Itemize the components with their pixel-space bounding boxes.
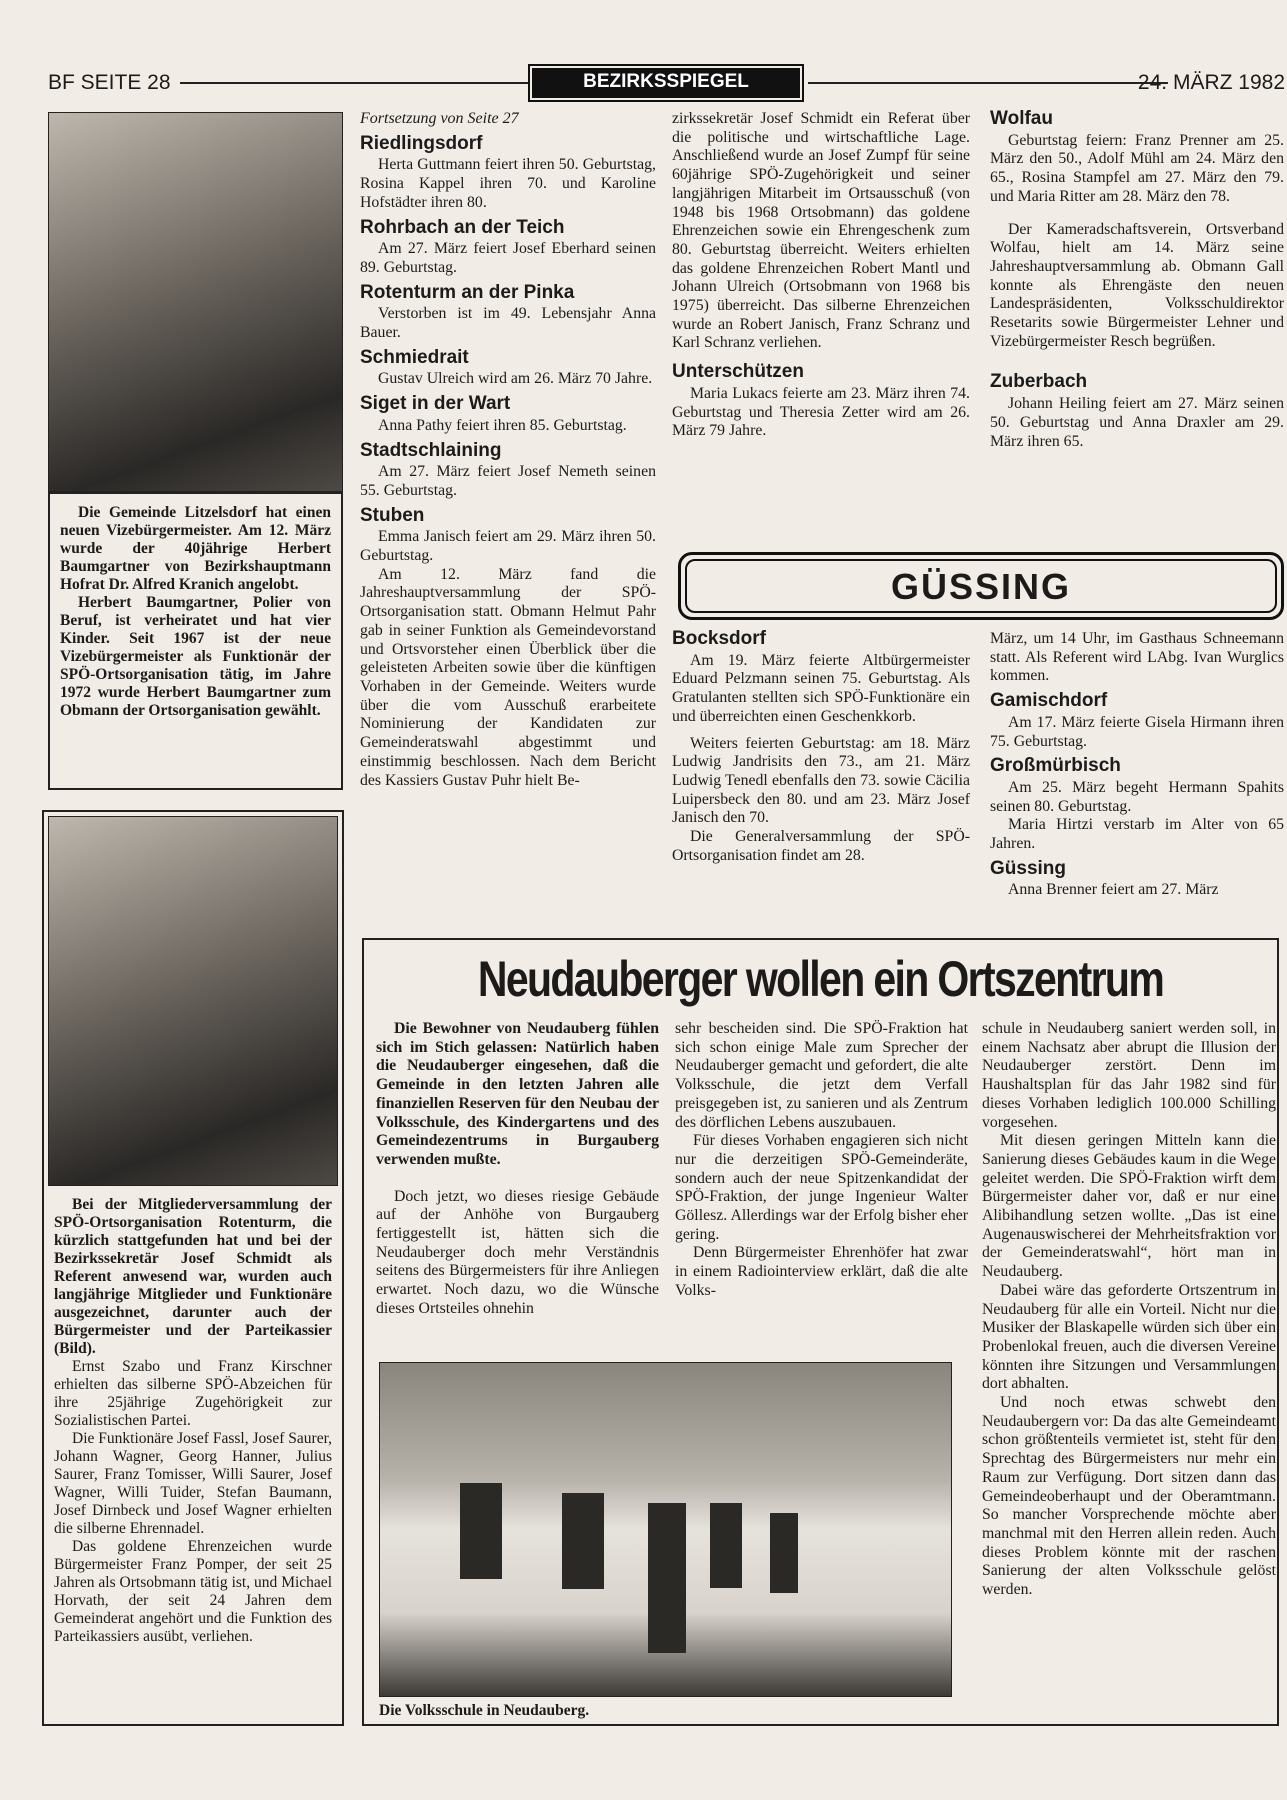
- page-header: [40, 68, 1287, 98]
- column-guessing-a: [672, 630, 970, 865]
- window: [770, 1513, 798, 1593]
- page-number: BF SEITE 28: [48, 71, 171, 94]
- column-continued: [672, 110, 970, 441]
- paragraph: Anna Brenner feiert am 27. März: [1008, 881, 1219, 899]
- paragraph: Dabei wäre das geforderte Ortszentrum in Neudauberg für alle ein Vorteil. Nicht nur die Musiker der Blaskapelle würden sich über ein Probenlokal freuen, auch die diversen Vereine könnten ihre Sitzungen und Versammlungen dort abhalten.: [982, 1281, 1276, 1393]
- section-title: Güssing: [990, 857, 1067, 879]
- paragraph: Doch jetzt, wo dieses riesige Gebäude auf der Anhöhe von Burgauberg fertiggestellt ist, hätten sich die Neudauberger doch mehr Verständnis seitens des Bürgermeisters für ihre Anliegen erwartet. Noch dazu, wo die Wünsche dieses Ortsteiles ohnehin: [376, 1187, 659, 1317]
- window: [460, 1483, 502, 1579]
- award-photo: [48, 816, 338, 1186]
- section-badge: BEZIRKSSPIEGEL: [532, 68, 800, 98]
- paragraph: Denn Bürgermeister Ehrenhöfer hat zwar in einem Radiointerview erklärt, daß die alte Volks-: [675, 1244, 968, 1299]
- section-title: Schmiedrait: [360, 346, 469, 368]
- section-title: Riedlingsdorf: [360, 132, 483, 154]
- photo-caption: Die Volksschule in Neudauberg.: [379, 1702, 590, 1719]
- column-oberwart-news: [360, 110, 656, 790]
- school-building-photo: [379, 1362, 952, 1697]
- section-title: Unterschützen: [672, 361, 804, 383]
- section-title: Gamischdorf: [990, 690, 1108, 712]
- paragraph: Der Kameradschaftsverein, Ortsverband Wolfau, hielt am 14. März seine Jahreshauptversammlung ab. Obmann Gall konnte als Ehrengäste den neuen Landespräsidenten, Volksschuldirektor Resetarits sowie Bürgermeister Lehner und Vizebürgermeister Resch begrüßen.: [990, 220, 1284, 350]
- issue-date: 24. MÄRZ 1982: [1137, 71, 1285, 94]
- photo-box-rotenturm: [42, 810, 344, 1726]
- paragraph: Johann Heiling feiert am 27. März seinen 50. Geburtstag und Anna Draxler am 29. März ihren 65.: [990, 395, 1284, 450]
- section-title: Rohrbach an der Teich: [360, 216, 565, 238]
- article-headline: Neudauberger wollen ein Ortszentrum: [477, 951, 1164, 1007]
- paragraph: Am 27. März feiert Josef Eberhard seinen 89. Geburtstag.: [360, 240, 656, 276]
- door: [648, 1503, 686, 1653]
- paragraph: Herta Guttmann feiert ihren 50. Geburtstag, Rosina Kappel ihren 70. und Karoline Hofstädter ihren 80.: [360, 156, 656, 211]
- paragraph: sehr bescheiden sind. Die SPÖ-Fraktion hat sich schon einige Male zum Sprecher der Neudauberger gemacht und gefordert, die alte Volksschule, die jetzt dem Verfall preisgegeben ist, zu sanieren und als Zentrum des dörflichen Lebens auszubauen.: [675, 1020, 968, 1131]
- paragraph: Am 27. März feiert Josef Nemeth seinen 55. Geburtstag.: [360, 463, 656, 499]
- article-column-1: [376, 1020, 659, 1319]
- header-rule: [808, 82, 1168, 84]
- column-wolfau: [990, 110, 1284, 451]
- continuation-note: Fortsetzung von Seite 27: [360, 110, 519, 127]
- article-lead: Die Bewohner von Neudauberg fühlen sich im Stich gelassen: Natürlich haben die Neudauberger eingesehen, daß die Gemeinde in den letzten Jahren alle finanziellen Reserven für den Neubau der Volksschule, des Kindergartens und des Gemeindezentrums in Burgauberg verwenden mußte.: [376, 1020, 659, 1168]
- paragraph: Die Generalversammlung der SPÖ-Ortsorganisation findet am 28.: [672, 828, 970, 864]
- photo-caption-rotenturm: [44, 1190, 342, 1652]
- paragraph: März, um 14 Uhr, im Gasthaus Schneemann statt. Als Referent wird LAbg. Ivan Wurglics kommen.: [990, 630, 1284, 685]
- paragraph: Verstorben ist im 49. Lebensjahr Anna Bauer.: [360, 305, 656, 342]
- caption-paragraph: Das goldene Ehrenzeichen wurde Bürgermeister Franz Pomper, der seit 25 Jahren als Ortsobmann tätig ist, und Michael Horvath, der seit 24 Jahren dem Gemeinderat angehört und die Funktion des Parteikassiers ausübt, verliehen.: [54, 1538, 332, 1645]
- paragraph: Am 25. März begeht Hermann Spahits seinen 80. Geburtstag.: [990, 778, 1284, 815]
- section-title: Wolfau: [990, 108, 1053, 129]
- paragraph: Maria Lukacs feierte am 23. März ihren 74. Geburtstag und Theresia Zetter wird am 26. März 79 Jahre.: [672, 384, 970, 440]
- caption-paragraph: Die Gemeinde Litzelsdorf hat einen neuen Vizebürgermeister. Am 12. März wurde der 40jährige Herbert Baumgartner von Bezirkshauptmann Hofrat Dr. Alfred Kranich angelobt.: [60, 504, 331, 593]
- paragraph: zirkssekretär Josef Schmidt ein Referat über die politische und wirtschaftliche Lage. Anschließend wurde an Josef Zumpf für seine 60jährige SPÖ-Zugehörigkeit und seiner langjährigen Mitarbeit im Ortsausschuß (von 1948 bis 1968 Ortsobmann) das goldene Ehrenzeichen sowie ein Ehrengeschenk zum 80. Geburtstag überreicht. Weiters erhielten das goldene Ehrenzeichen Robert Mantl und Johann Ulreich (Ortsobmann von 1968 bis 1975) überreicht. Das silberne Ehrenzeichen wurde an Robert Janisch, Franz Schranz und Karl Schranz verliehen.: [672, 110, 970, 352]
- paragraph: Und noch etwas schwebt den Neudaubergern vor: Da das alte Gemeindeamt schon größtenteils vermietet ist, steht für den Sprechtag des Bürgermeisters nur mehr ein Raum zur Verfügung. Dort sitzen dann das Gemeindeoberhaupt und der Oberamtmann. So mancher Vorsprechende möchte aber manchmal mit den Herren allein reden. Auch dieses Problem könnte mit der raschen Sanierung der alten Volksschule gelöst werden.: [982, 1394, 1276, 1599]
- section-title: Zuberbach: [990, 371, 1088, 393]
- portrait-photo: [48, 112, 343, 492]
- paragraph: Am 12. März fand die Jahreshauptversammlung der SPÖ-Ortsorganisation statt. Obmann Helmut Pahr gab in seiner Funktion als Gemeindevorstand und Ortsvorsteher einen Überblick über die geleisteten Arbeiten sowie über die künftigen Vorhaben in der Gemeinde. Weiters wurde über die vom Ausschuß erarbeitete Nominierung der Kandidaten zur Gemeinderatswahl abgestimmt und einstimmig beschlossen. Nach dem Bericht des Kassiers Gustav Puhr hielt Be-: [360, 565, 656, 789]
- article-neudauberg: [362, 938, 1279, 1726]
- caption-paragraph: Die Funktionäre Josef Fassl, Josef Saurer, Johann Wagner, Georg Hanner, Julius Saurer, Franz Tomisser, Willi Saurer, Josef Wagner, Willi Tuider, Stefan Baumann, Josef Dirnbeck und Josef Wagner erhielten die silberne Ehrennadel.: [54, 1430, 332, 1537]
- header-rule: [180, 82, 528, 84]
- section-title: Stuben: [360, 504, 425, 526]
- district-banner: [678, 552, 1284, 620]
- paragraph: Für dieses Vorhaben engagieren sich nicht nur die derzeitigen SPÖ-Gemeinderäte, sondern auch der neue Spitzenkandidat der SPÖ-Fraktion, der junge Ingenieur Walter Göllesz. Allerdings war der Erfolg bisher eher gering.: [675, 1132, 968, 1243]
- paragraph: Emma Janisch feiert am 29. März ihren 50. Geburtstag.: [360, 528, 656, 565]
- paragraph: Weiters feierten Geburtstag: am 18. März Ludwig Jandrisits den 73., am 21. März Ludwig Tenedl ebenfalls den 73. sowie Cäcilia Luipersbeck den 80. und am 23. März Josef Janisch den 70.: [672, 734, 970, 827]
- section-title: Rotenturm an der Pinka: [360, 281, 575, 303]
- section-title: Siget in der Wart: [360, 393, 511, 415]
- caption-paragraph: Herbert Baumgartner, Polier von Beruf, ist verheiratet und hat vier Kinder. Seit 1967 ist der neue Vizebürgermeister als Funktionär der SPÖ-Ortsorganisation tätig, im Jahre 1972 wurde Herbert Baumgartner zum Obmann der Ortsorganisation gewählt.: [60, 594, 331, 719]
- section-title: Bocksdorf: [672, 628, 766, 649]
- column-guessing-b: [990, 630, 1284, 900]
- paragraph: Geburtstag feiern: Franz Prenner am 25. März den 50., Adolf Mühl am 24. März den 65., Rosina Stampfel am 27. März den 79. und Maria Ritter am 28. März den 78.: [990, 131, 1284, 205]
- paragraph: Am 19. März feierte Altbürgermeister Eduard Pelzmann seinen 75. Geburtstag. Als Gratulanten stellten sich SPÖ-Funktionäre ein und überreichten einen Geschenkkorb.: [672, 651, 970, 725]
- window: [562, 1493, 604, 1589]
- paragraph: Mit diesen geringen Mitteln kann die Sanierung dieses Gebäudes kaum in die Wege geleitet werden. Die SPÖ-Fraktion wirft dem Bürgermeister daher vor, daß er nur eine Alibihandlung setzen wollte. „Das ist eine Augenauswischerei der Mehrheitsfraktion vor der Gemeinderatswahl“, hört man in Neudauberg.: [982, 1132, 1276, 1281]
- section-title: Stadtschlaining: [360, 439, 502, 461]
- window: [710, 1503, 742, 1588]
- paragraph: Maria Hirtzi verstarb im Alter von 65 Jahren.: [990, 816, 1284, 853]
- paragraph: Gustav Ulreich wird am 26. März 70 Jahre.: [378, 370, 653, 388]
- paragraph: Am 17. März feierte Gisela Hirmann ihren 75. Geburtstag.: [990, 713, 1284, 750]
- article-column-3: [982, 1020, 1276, 1600]
- paragraph: schule in Neudauberg saniert werden soll, in einem Nachsatz aber abrupt die Illusion der Neudauberger zerstört. Denn im Haushaltsplan für das Jahr 1982 sind für dieses Vorhaben lediglich 100.000 Schilling vorgesehen.: [982, 1020, 1276, 1131]
- article-column-2: [675, 1020, 968, 1301]
- caption-paragraph: Ernst Szabo und Franz Kirschner erhielten das silberne SPÖ-Abzeichen für ihre 25jährige Zugehörigkeit zur Sozialistischen Partei.: [54, 1358, 332, 1429]
- paragraph: Anna Pathy feiert ihren 85. Geburtstag.: [378, 416, 627, 434]
- photo-caption-litzelsdorf: [48, 492, 343, 790]
- banner-title: GÜSSING: [685, 559, 1277, 613]
- section-title: Großmürbisch: [990, 755, 1121, 777]
- caption-paragraph: Bei der Mitgliederversammlung der SPÖ-Ortsorganisation Rotenturm, die kürzlich stattgefunden hat und bei der Bezirkssekretär Josef Schmidt als Referent anwesend war, wurden auch langjährige Mitglieder und Funktionäre ausgezeichnet, darunter auch der Bürgermeister und der Parteikassier (Bild).: [54, 1196, 332, 1357]
